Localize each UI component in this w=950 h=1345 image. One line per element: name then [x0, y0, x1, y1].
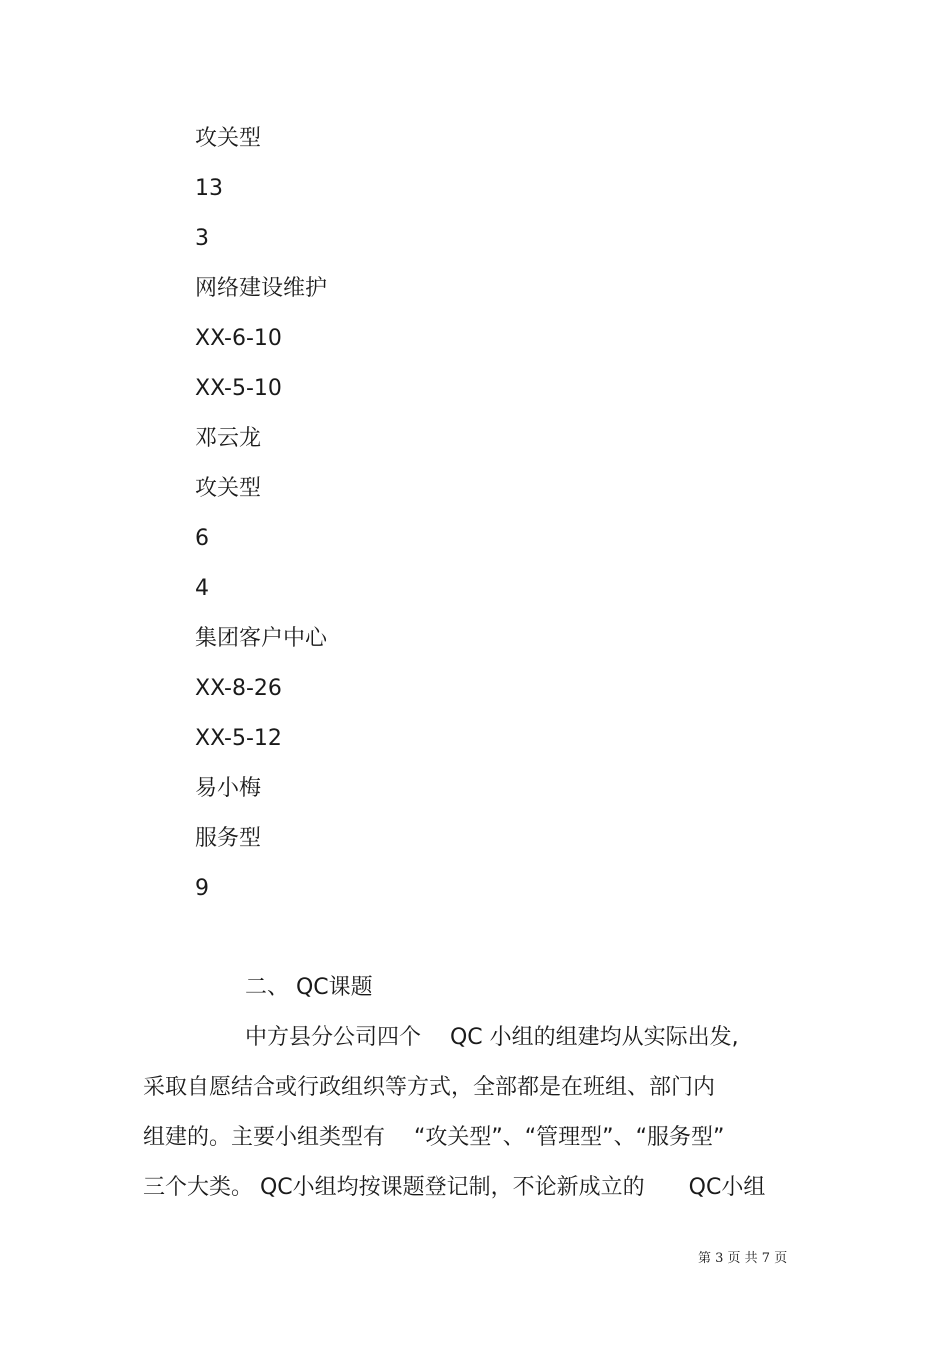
list-item: XX-6-10 — [195, 326, 282, 351]
list-item: 集团客户中心 — [195, 626, 328, 651]
list-item: 攻关型 — [195, 476, 262, 501]
paragraph-line: 中方县分公司四个 QC 小组的组建均从实际出发, — [245, 1025, 739, 1050]
list-item: XX-5-12 — [195, 726, 282, 751]
paragraph-line: 组建的。主要小组类型有 “攻关型”、“管理型”、“服务型” — [143, 1125, 725, 1150]
list-item: 13 — [195, 176, 223, 201]
list-item: 6 — [195, 526, 209, 551]
list-item: 邓云龙 — [195, 426, 262, 451]
list-item: 易小梅 — [195, 776, 262, 801]
list-item: 攻关型 — [195, 126, 262, 151]
list-item: 服务型 — [195, 826, 262, 851]
list-item: 9 — [195, 876, 209, 901]
section-heading: 二、 QC课题 — [245, 975, 373, 1000]
paragraph-line: 三个大类。 QC小组均按课题登记制，不论新成立的 QC小组 — [143, 1175, 766, 1200]
list-item: 3 — [195, 226, 209, 251]
list-item: 网络建设维护 — [195, 276, 328, 301]
list-item: XX-8-26 — [195, 676, 282, 701]
list-item: XX-5-10 — [195, 376, 282, 401]
list-item: 4 — [195, 576, 209, 601]
page-footer: 第 3 页 共 7 页 — [698, 1251, 788, 1266]
paragraph-line: 采取自愿结合或行政组织等方式，全部都是在班组、部门内 — [143, 1075, 716, 1100]
